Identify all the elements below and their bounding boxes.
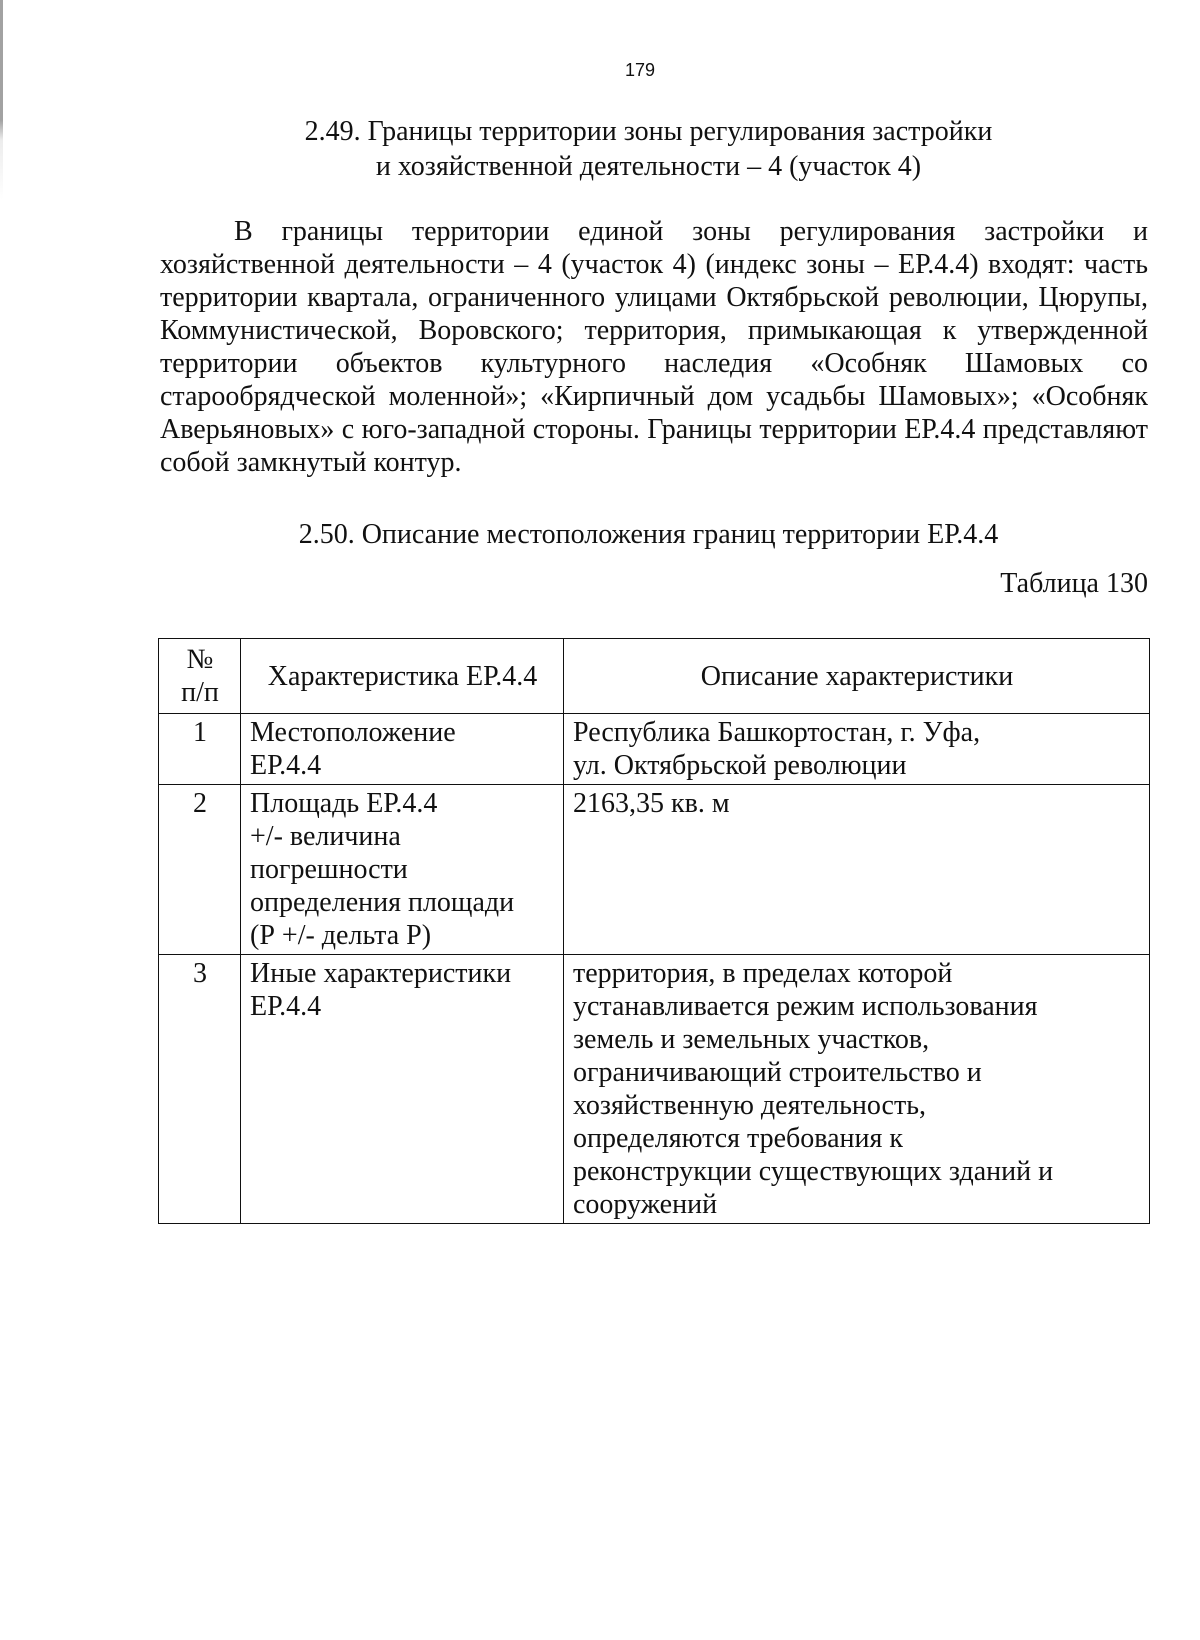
row-description-cell [564, 714, 1150, 785]
row-characteristic-cell [241, 955, 564, 1224]
row-description-cell [564, 785, 1150, 955]
characteristic-line: Площадь ЕР.4.4 [250, 788, 438, 819]
description-line: хозяйственную деятельность, [573, 1090, 926, 1121]
description-line: реконструкции существующих зданий и [573, 1156, 1054, 1187]
row-number-cell: 2 [159, 785, 241, 955]
header-number-abbr: п/п [181, 677, 219, 708]
characteristic-line: Иные характеристики [250, 958, 512, 989]
section-title-line-2: и хозяйственной деятельности – 4 (участок 4) [375, 151, 922, 182]
header-description: Описание характеристики [564, 639, 1150, 714]
description-line: сооружений [573, 1189, 718, 1220]
row-characteristic-cell [241, 785, 564, 955]
characteristic-line: Местоположение [250, 717, 456, 748]
row-description-cell [564, 955, 1150, 1224]
description-line: ограничивающий строительство и [573, 1057, 982, 1088]
header-characteristic: Характеристика ЕР.4.4 [241, 639, 564, 714]
table-row [159, 785, 1150, 955]
description-line: Республика Башкортостан, г. Уфа, [573, 717, 981, 748]
header-number-symbol: № [186, 644, 214, 675]
table-body [159, 714, 1150, 1224]
description-line: 2163,35 кв. м [573, 788, 730, 819]
table-header-row [159, 639, 1150, 714]
characteristic-line: погрешности [250, 854, 408, 885]
table-caption: Таблица 130 [1000, 568, 1148, 599]
characteristic-line: определения площади [250, 887, 515, 918]
description-line: земель и земельных участков, [573, 1024, 930, 1055]
characteristic-line: ЕР.4.4 [250, 750, 322, 781]
section-paragraph: В границы территории единой зоны регулирования застройки и хозяйственной деятельности – 4 (участок 4) (индекс зоны – ЕР.4.4) входят: часть территории квартала, ограниченного улицами Октябрьской революции, Цюрупы, Коммунистической, Воровского; территория, примыкающая к утвержденной территории объектов культурного наследия «Особняк Шамовых со старообрядческой моленной»; «Кирпичный дом усадьбы Шамовых»; «Особняк Аверьяновых» с юго-западной стороны. Границы территории ЕР.4.4 представляют собой замкнутый контур. [160, 216, 1148, 478]
subsection-title: 2.50. Описание местоположения границ территории ЕР.4.4 [298, 519, 999, 550]
row-characteristic-cell [241, 714, 564, 785]
description-line: ул. Октябрьской революции [573, 750, 907, 781]
characteristic-line: +/- величина [250, 821, 401, 852]
scan-edge-shadow [0, 0, 3, 1640]
row-number-cell: 3 [159, 955, 241, 1224]
table-row [159, 714, 1150, 785]
description-line: определяются требования к [573, 1123, 903, 1154]
row-number-cell: 1 [159, 714, 241, 785]
section-title-line-1: 2.49. Границы территории зоны регулирования застройки [304, 116, 993, 147]
characteristic-line: ЕР.4.4 [250, 991, 322, 1022]
characteristics-table [158, 638, 1150, 1224]
table-row [159, 955, 1150, 1224]
page-number: 179 [624, 60, 656, 80]
description-line: устанавливается режим использования [573, 991, 1038, 1022]
section-title [160, 114, 1137, 184]
header-number [159, 639, 241, 714]
description-line: территория, в пределах которой [573, 958, 953, 989]
characteristic-line: (Р +/- дельта Р) [250, 920, 432, 951]
